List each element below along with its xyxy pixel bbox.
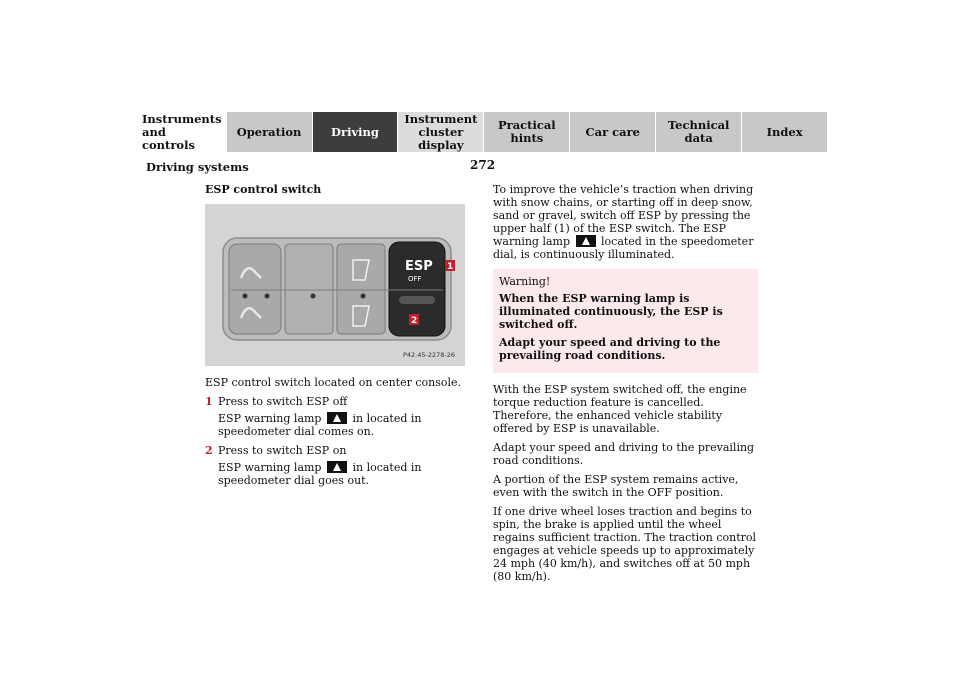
tab-operation[interactable]: Operation: [227, 112, 313, 152]
callout-1: 1: [447, 262, 454, 272]
figure-caption: ESP control switch located on center console.: [205, 376, 462, 389]
warning-text-1: When the ESP warning lamp is illuminated continuously, the ESP is switched off.: [499, 292, 723, 331]
item-detail-post: in located in speedometer dial goes out.: [218, 461, 422, 487]
tab-index[interactable]: Index: [742, 112, 828, 152]
section-title: Driving systems: [146, 160, 249, 174]
figure-label: P42.45-2278-26: [402, 351, 455, 359]
item-detail-pre: ESP warning lamp: [218, 412, 322, 425]
intro-text-post: located in the speedometer dial, is continuously illuminated.: [493, 235, 754, 261]
item-detail-post: in located in speedometer dial comes on.: [218, 412, 422, 438]
item-title: Press to switch ESP off: [218, 395, 348, 408]
right-column: [493, 183, 758, 589]
chapter-tabs: [130, 112, 828, 152]
esp-warning-lamp-icon: [576, 235, 596, 247]
intro-text-pre: To improve the vehicle’s traction when driving with snow chains, or starting off in deep snow, sand or gravel, switch off ESP by pressing the upper half (1) of the ESP switch. The ESP warning lamp: [493, 183, 754, 248]
tab-driving[interactable]: Driving: [313, 112, 399, 152]
esp-switch-figure: [205, 204, 465, 366]
esp-switch-heading: ESP control switch: [205, 183, 322, 196]
item-detail-pre: ESP warning lamp: [218, 461, 322, 474]
warning-box: [493, 269, 758, 373]
warning-text-2: Adapt your speed and driving to the prevailing road conditions.: [499, 336, 721, 362]
item-number: 2: [205, 444, 213, 457]
esp-warning-lamp-icon: [327, 461, 347, 473]
list-item: [205, 444, 467, 457]
tab-instruments-and-controls[interactable]: Instruments and controls: [130, 112, 227, 152]
tab-practical-hints[interactable]: Practical hints: [484, 112, 570, 152]
off-label: OFF: [408, 275, 422, 283]
paragraph: If one drive wheel loses traction and begins to spin, the brake is applied until the wheel regains sufficient traction. The traction control engages at vehicle speeds up to approximately 24 mph (40 km/h), and switches off at 50 mph (80 km/h).: [493, 505, 757, 583]
item-detail: [205, 412, 467, 438]
item-number: 1: [205, 395, 213, 408]
esp-switch-illustration: [205, 204, 465, 366]
paragraph: With the ESP system switched off, the engine torque reduction feature is cancelled. Therefore, the enhanced vehicle stability offered by ESP is unavailable.: [493, 383, 747, 435]
paragraph: A portion of the ESP system remains active, even with the switch in the OFF position.: [493, 473, 739, 499]
tab-instrument-cluster-display[interactable]: Instrument cluster display: [398, 112, 484, 152]
esp-warning-lamp-icon: [327, 412, 347, 424]
page-number: 272: [470, 158, 496, 172]
tab-car-care[interactable]: Car care: [570, 112, 656, 152]
intro-paragraph: [493, 183, 758, 261]
list-item: [205, 395, 467, 408]
left-column: [205, 183, 467, 493]
item-title: Press to switch ESP on: [218, 444, 347, 457]
warning-title: Warning!: [499, 275, 551, 288]
callout-2: 2: [411, 316, 418, 326]
tab-technical-data[interactable]: Technical data: [656, 112, 742, 152]
esp-label: ESP: [405, 259, 433, 274]
item-detail: [205, 461, 467, 487]
paragraph: Adapt your speed and driving to the prevailing road conditions.: [493, 441, 755, 467]
